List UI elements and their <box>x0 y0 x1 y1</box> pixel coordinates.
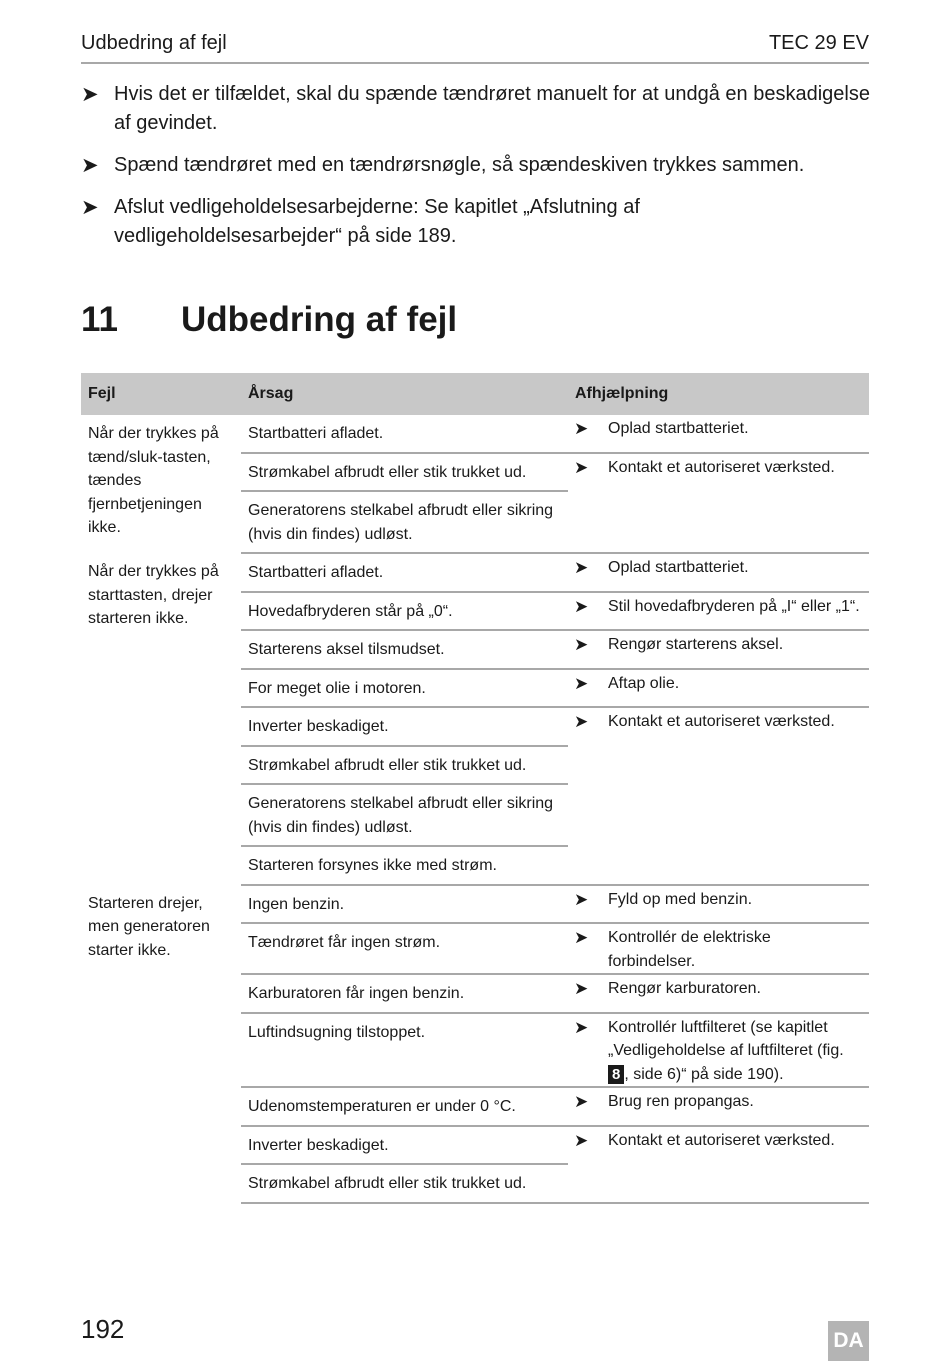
cause-cell: Strømkabel afbrudt eller stik trukket ud. <box>241 1164 568 1203</box>
remedy-text-part: , side 6)“ på side 190). <box>624 1065 784 1083</box>
cause-cell: Karburatoren får ingen benzin. <box>241 974 568 1013</box>
instruction-step <box>81 80 871 138</box>
remedy-cell <box>568 669 869 708</box>
troubleshooting-table <box>81 373 869 1204</box>
fault-cell: Når der trykkes på tænd/sluk-tasten, tændes fjernbetjeningen ikke. <box>88 425 219 536</box>
arrow-right-icon: ➤ <box>81 196 99 219</box>
remedy-text: Oplad startbatteriet. <box>608 420 749 437</box>
cause-cell: Ingen benzin. <box>241 885 568 924</box>
instruction-step <box>81 193 871 251</box>
chapter-title: Udbedring af fejl <box>181 300 458 339</box>
arrow-right-icon: ➤ <box>574 457 589 477</box>
column-header-cause: Årsag <box>241 373 568 415</box>
arrow-right-icon: ➤ <box>574 979 589 998</box>
table-row <box>81 415 869 453</box>
arrow-right-icon: ➤ <box>574 596 589 616</box>
cause-cell: Inverter beskadiget. <box>241 1126 568 1165</box>
step-text: Afslut vedligeholdelsesarbejderne: Se kapitlet „Afslutning af vedligeholdelsesarbejder“ på side 189. <box>114 196 640 247</box>
page-header <box>81 30 869 64</box>
remedy-cell <box>568 707 869 885</box>
step-text: Spænd tændrøret med en tændrørsnøgle, så spændeskiven trykkes sammen. <box>114 154 805 176</box>
remedy-cell <box>568 592 869 631</box>
cause-cell: Startbatteri afladet. <box>241 415 568 453</box>
cause-cell: Luftindsugning tilstoppet. <box>241 1013 568 1088</box>
page-number: 192 <box>81 1314 125 1344</box>
remedy-text: Kontrollér de elektriske forbindelser. <box>608 929 771 970</box>
column-header-remedy: Afhjælpning <box>568 373 869 415</box>
remedy-text: Rengør starterens aksel. <box>608 636 784 653</box>
remedy-cell <box>568 1013 869 1088</box>
remedy-text: Oplad startbatteriet. <box>608 559 749 576</box>
fault-cell: Starteren drejer, men generatoren starter ikke. <box>88 894 210 959</box>
cause-cell: Starteren forsynes ikke med strøm. <box>241 846 568 885</box>
remedy-text: Fyld op med benzin. <box>608 890 753 908</box>
figure-reference-badge: 8 <box>608 1065 624 1084</box>
cause-cell: Strømkabel afbrudt eller stik trukket ud. <box>241 453 568 492</box>
arrow-right-icon: ➤ <box>81 154 99 177</box>
remedy-text: Rengør karburatoren. <box>608 980 761 997</box>
arrow-right-icon: ➤ <box>574 1130 589 1150</box>
remedy-cell <box>568 885 869 924</box>
cause-cell: Udenomstemperaturen er under 0 °C. <box>241 1087 568 1126</box>
remedy-text: Aftap olie. <box>608 674 680 692</box>
column-header-fault: Fejl <box>81 373 241 415</box>
cause-cell: Hovedafbryderen står på „0“. <box>241 592 568 631</box>
cause-cell: Generatorens stelkabel afbrudt eller sikring (hvis din findes) udløst. <box>241 491 568 553</box>
remedy-text: Kontakt et autoriseret værksted. <box>608 1131 835 1149</box>
chapter-number: 11 <box>81 300 118 339</box>
cause-cell: Strømkabel afbrudt eller stik trukket ud. <box>241 746 568 785</box>
cause-cell: Starterens aksel tilsmudset. <box>241 630 568 669</box>
instruction-step <box>81 151 871 180</box>
arrow-right-icon: ➤ <box>574 889 589 909</box>
table-header-row <box>81 373 869 415</box>
chapter-heading <box>81 300 457 340</box>
remedy-text: Kontakt et autoriseret værksted. <box>608 458 835 476</box>
language-badge: DA <box>828 1321 869 1361</box>
remedy-cell <box>568 1126 869 1203</box>
fault-cell: Når der trykkes på starttasten, drejer starteren ikke. <box>88 563 219 627</box>
arrow-right-icon: ➤ <box>574 558 589 577</box>
remedy-text: Brug ren propangas. <box>608 1093 754 1110</box>
table-row <box>81 885 869 924</box>
remedy-cell <box>568 974 869 1013</box>
header-section-title: Udbedring af fejl <box>81 32 227 54</box>
cause-cell: Startbatteri afladet. <box>241 553 568 592</box>
arrow-right-icon: ➤ <box>574 1092 589 1111</box>
instruction-steps <box>81 80 871 264</box>
remedy-cell <box>568 553 869 592</box>
remedy-cell <box>568 630 869 669</box>
remedy-cell <box>568 1087 869 1126</box>
remedy-text-part: Kontrollér luftfilteret (se kapitlet „Vedligeholdelse af luftfilteret (fig. <box>608 1018 844 1059</box>
arrow-right-icon: ➤ <box>574 712 589 731</box>
cause-cell: For meget olie i motoren. <box>241 669 568 708</box>
step-text: Hvis det er tilfældet, skal du spænde tændrøret manuelt for at undgå en beskadigelse af gevindet. <box>114 83 870 134</box>
remedy-text: Stil hovedafbryderen på „I“ eller „1“. <box>608 597 860 615</box>
cause-cell: Inverter beskadiget. <box>241 707 568 746</box>
remedy-cell <box>568 453 869 554</box>
cause-cell: Generatorens stelkabel afbrudt eller sikring (hvis din findes) udløst. <box>241 784 568 846</box>
cause-cell: Tændrøret får ingen strøm. <box>241 923 568 974</box>
arrow-right-icon: ➤ <box>574 928 589 947</box>
remedy-text: Kontakt et autoriseret værksted. <box>608 713 835 730</box>
arrow-right-icon: ➤ <box>81 83 99 106</box>
header-model-name: TEC 29 EV <box>768 32 869 54</box>
arrow-right-icon: ➤ <box>574 635 589 654</box>
remedy-cell <box>568 923 869 974</box>
arrow-right-icon: ➤ <box>574 419 589 438</box>
table-row <box>81 553 869 592</box>
arrow-right-icon: ➤ <box>574 1017 589 1037</box>
remedy-cell <box>568 415 869 453</box>
arrow-right-icon: ➤ <box>574 673 589 693</box>
